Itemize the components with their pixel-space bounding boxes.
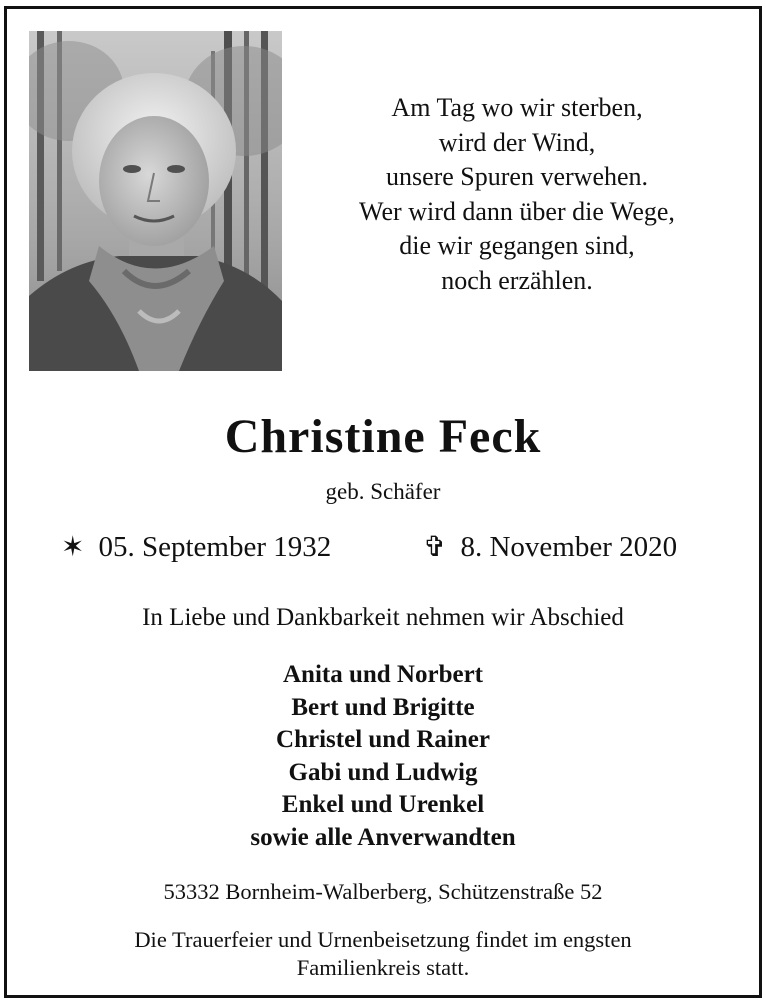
funeral-notice — [7, 926, 759, 982]
birth-date — [61, 529, 331, 566]
notice-line: Familienkreis statt. — [296, 955, 470, 980]
death-date-text: 8. November 2020 — [460, 531, 678, 563]
maiden-name: geb. Schäfer — [325, 479, 441, 504]
family-member: Gabi und Ludwig — [288, 758, 478, 786]
poem — [297, 91, 737, 298]
poem-line: noch erzählen. — [441, 265, 593, 295]
address: 53332 Bornheim-Walberberg, Schützenstraße 52 — [163, 879, 603, 904]
obituary-card — [4, 6, 762, 998]
death-date — [423, 529, 677, 566]
portrait-photo — [29, 31, 282, 371]
star-icon: ✶ — [61, 532, 85, 563]
poem-line: wird der Wind, — [438, 127, 596, 157]
family-member: sowie alle Anverwandten — [250, 823, 516, 851]
cross-icon: ✞ — [423, 532, 447, 563]
birth-date-text: 05. September 1932 — [98, 531, 332, 563]
family-list — [7, 659, 759, 854]
deceased-name: Christine Feck — [224, 410, 542, 463]
poem-line: Am Tag wo wir sterben, — [391, 93, 643, 122]
family-member: Christel und Rainer — [276, 726, 490, 753]
family-member: Bert und Brigitte — [291, 693, 475, 721]
family-member: Enkel und Urenkel — [281, 791, 485, 818]
poem-line: die wir gegangen sind, — [399, 231, 635, 260]
poem-line: unsere Spuren verwehen. — [385, 162, 649, 191]
poem-line: Wer wird dann über die Wege, — [359, 196, 675, 226]
notice-line: Die Trauerfeier und Urnenbeisetzung findet im engsten — [134, 927, 632, 952]
farewell-text: In Liebe und Dankbarkeit nehmen wir Abschied — [142, 604, 624, 631]
family-member: Anita und Norbert — [282, 661, 483, 688]
